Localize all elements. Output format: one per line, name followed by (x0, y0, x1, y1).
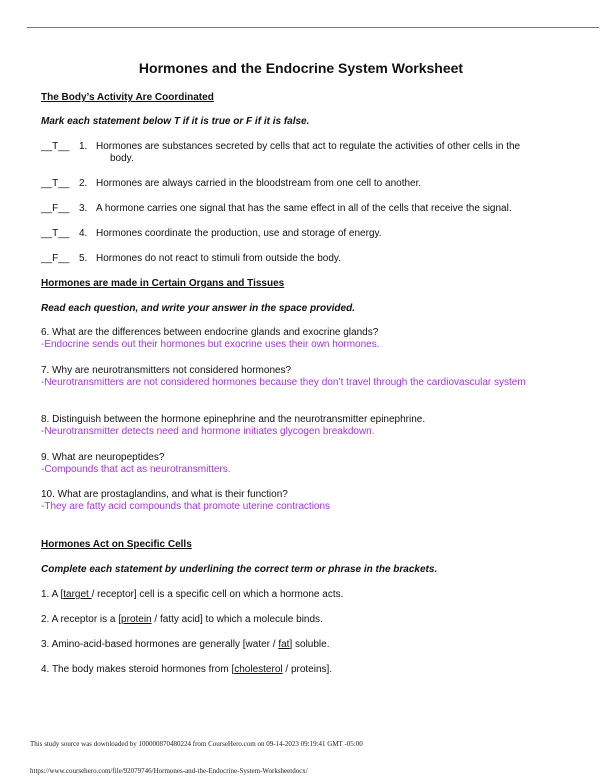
tf-item: __T__ 2. Hormones are always carried in the bloodstream from one cell to another. (41, 178, 422, 189)
answer-text: -Neurotransmitter detects need and hormone initiates glycogen breakdown. (41, 426, 375, 437)
tf-item: __T__ 4. Hormones coordinate the production, use and storage of energy. (41, 228, 382, 239)
section-1-instruction: Mark each statement below T if it is true or F if it is false. (41, 116, 310, 127)
question-item (41, 452, 571, 476)
underlined-choice: fat (278, 639, 290, 650)
question-text: 8. Distinguish between the hormone epinephrine and the neurotransmitter epinephrine. (41, 414, 426, 425)
answer-text: -Neurotransmitters are not considered hormones because they don’t travel through the cardiovascular system (41, 377, 526, 388)
tf-item: __F__ 5. Hormones do not react to stimuli from outside the body. (41, 253, 341, 264)
answer-text: -They are fatty acid compounds that promote uterine contractions (41, 501, 331, 512)
underlined-choice: target (63, 589, 92, 600)
question-item (41, 327, 571, 351)
underlined-choice: protein (121, 614, 152, 625)
tf-answer: __T__ (41, 228, 70, 239)
bracket-item: 2. A receptor is a [protein / fatty acid] to which a molecule binds. (41, 614, 323, 625)
tf-item: __F__ 3. A hormone carries one signal that has the same effect in all of the cells that receive the signal. (41, 203, 512, 214)
question-text: 6. What are the differences between endocrine glands and exocrine glands? (41, 327, 379, 338)
question-item (41, 414, 571, 438)
question-text: 10. What are prostaglandins, and what is their function? (41, 489, 288, 500)
tf-answer: __T__ (41, 178, 70, 189)
question-text: 7. Why are neurotransmitters not considered hormones? (41, 365, 292, 376)
underlined-choice: cholesterol (234, 664, 283, 675)
question-item (41, 365, 561, 389)
section-1-heading: The Body’s Activity Are Coordinated (41, 92, 214, 103)
tf-answer: __F__ (41, 253, 70, 264)
download-notice: This study source was downloaded by 100000870480224 from CourseHero.com on 09-14-2023 09:19:41 GMT -05:00 (30, 740, 363, 748)
bracket-item: 4. The body makes steroid hormones from [cholesterol / proteins]. (41, 664, 333, 675)
section-3-heading: Hormones Act on Specific Cells (41, 539, 192, 550)
tf-item: __T__ 1. Hormones are substances secreted by cells that act to regulate the activities of other cells in the body. (41, 141, 521, 164)
section-2-instruction: Read each question, and write your answer in the space provided. (41, 303, 355, 314)
page-title: Hormones and the Endocrine System Worksheet (138, 60, 464, 76)
question-text: 9. What are neuropeptides? (41, 452, 165, 463)
page-top-rule (27, 27, 599, 28)
section-3-instruction: Complete each statement by underlining the correct term or phrase in the brackets. (41, 564, 438, 575)
bracket-item: 3. Amino-acid-based hormones are generally [water / fat] soluble. (41, 639, 330, 650)
answer-text: -Endocrine sends out their hormones but exocrine uses their own hormones. (41, 339, 380, 350)
question-item (41, 489, 571, 513)
answer-text: -Compounds that act as neurotransmitters. (41, 464, 231, 475)
tf-answer: __T__ (41, 141, 70, 152)
bracket-item: 1. A [target / receptor] cell is a specific cell on which a hormone acts. (41, 589, 344, 600)
source-url[interactable]: https://www.coursehero.com/file/92079746/Hormones-and-the-Endocrine-System-Worksheetdocx/ (30, 767, 308, 775)
section-2-heading: Hormones are made in Certain Organs and Tissues (41, 278, 285, 289)
tf-answer: __F__ (41, 203, 70, 214)
